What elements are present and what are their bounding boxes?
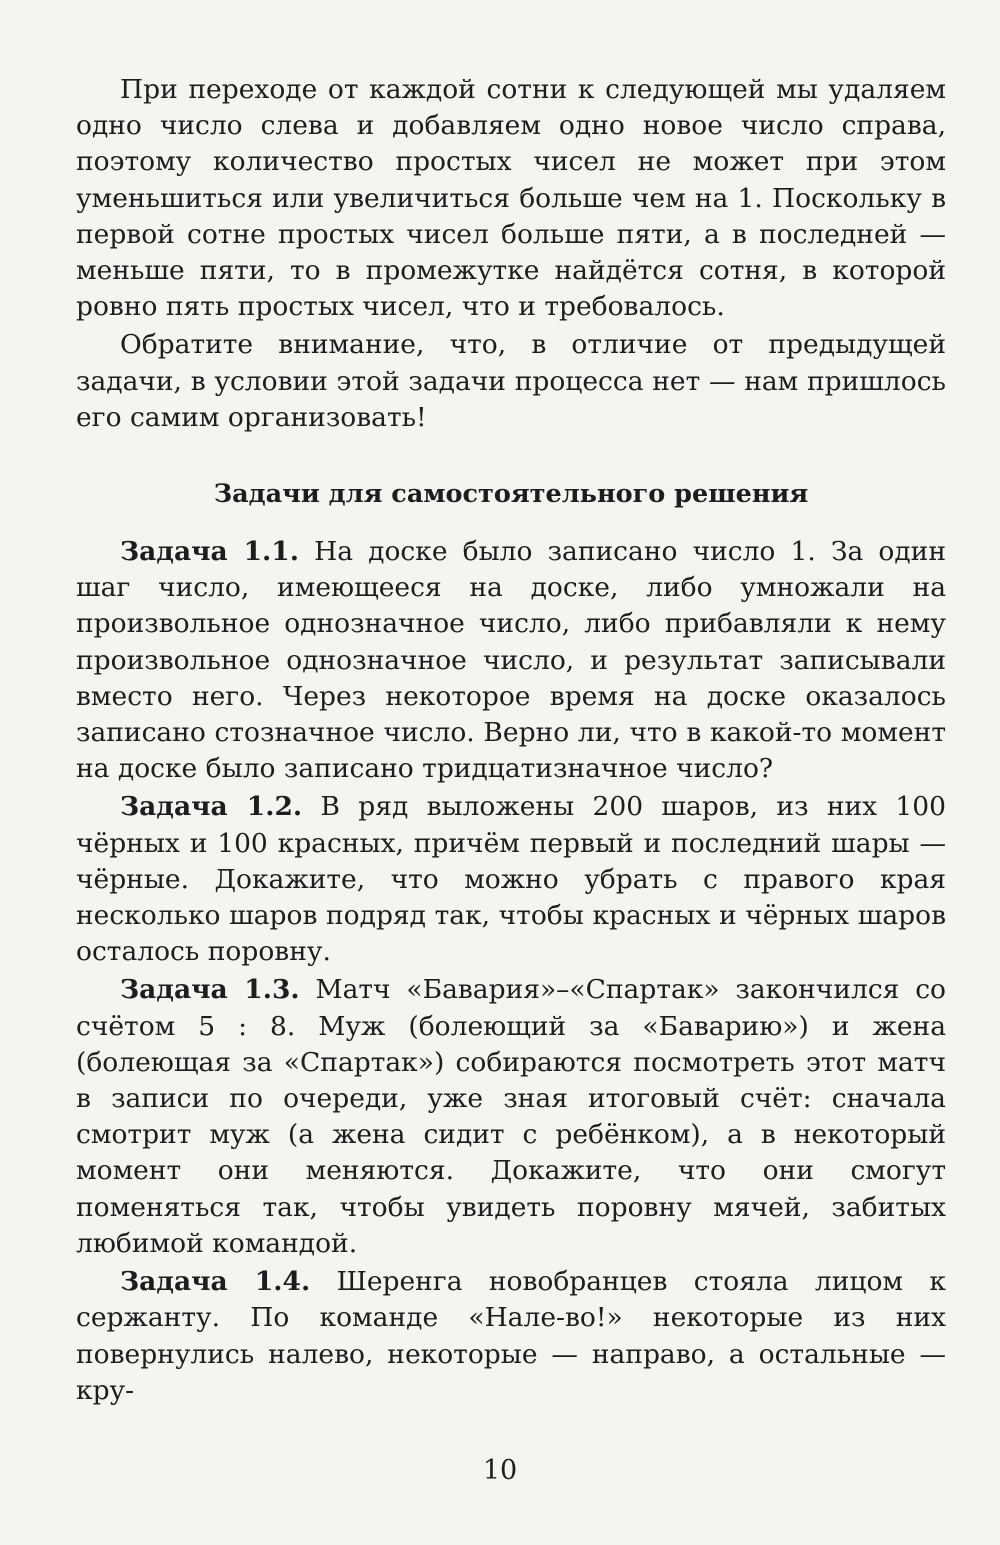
page-number: 10 (482, 1455, 518, 1486)
problem-label: Задача 1.1. (120, 536, 299, 568)
problem-text: В ряд выложены 200 шаров, из них 100 чёрных и 100 красных, причём первый и последний шары — чёрные. Докажите, что можно убрать с правого края несколько шаров подряд так, чтобы красных и чёрных шаров осталось поровну. (76, 791, 946, 968)
problem-1-3 (76, 972, 946, 1262)
section-title: Задачи для самостоятельного решения (213, 479, 809, 510)
problem-text: Шеренга новобранцев стояла лицом к сержанту. По команде «Нале-во!» некоторые из них повернулись налево, некоторые — направо, а остальные — кру- (76, 1266, 946, 1406)
problem-1-2 (76, 789, 946, 970)
intro-paragraph-2: Обратите внимание, что, в отличие от предыдущей задачи, в условии этой задачи процесса нет — нам пришлось его самим организовать! (76, 329, 946, 433)
intro-paragraph-1: При переходе от каждой сотни к следующей мы удаляем одно число слева и добавляем одно новое число справа, поэтому количество простых чисел не может при этом уменьшиться или увеличиться больше чем на 1. Поскольку в первой сотне простых чисел больше пяти, а в последней — меньше пяти, то в промежутке найдётся сотня, в которой ровно пять простых чисел, что и требовалось. (76, 74, 946, 323)
problem-text: На доске было записано число 1. За один шаг число, имеющееся на доске, либо умножали на произвольное однозначное число, либо прибавляли к нему произвольное однозначное число, и результат записывали вместо него. Через некоторое время на доске оказалось записано стозначное число. Верно ли, что в какой-то момент на доске было записано тридцатизначное число? (76, 536, 946, 785)
problem-1-4 (76, 1264, 946, 1409)
problem-label: Задача 1.3. (120, 974, 300, 1006)
problem-label: Задача 1.2. (120, 791, 303, 823)
problem-text: Матч «Бавария»–«Спартак» закончился со счётом 5 : 8. Муж (болеющий за «Баварию») и жена (болеющая за «Спартак») собираются посмотреть этот матч в записи по очереди, уже зная итоговый счёт: сначала смотрит муж (а жена сидит с ребёнком), а в некоторый момент они меняются. Докажите, что они смогут поменяться так, чтобы увидеть поровну мячей, забитых любимой командой. (76, 974, 946, 1259)
page-content (76, 72, 946, 1411)
problem-1-1 (76, 534, 946, 787)
problem-label: Задача 1.4. (120, 1266, 311, 1298)
